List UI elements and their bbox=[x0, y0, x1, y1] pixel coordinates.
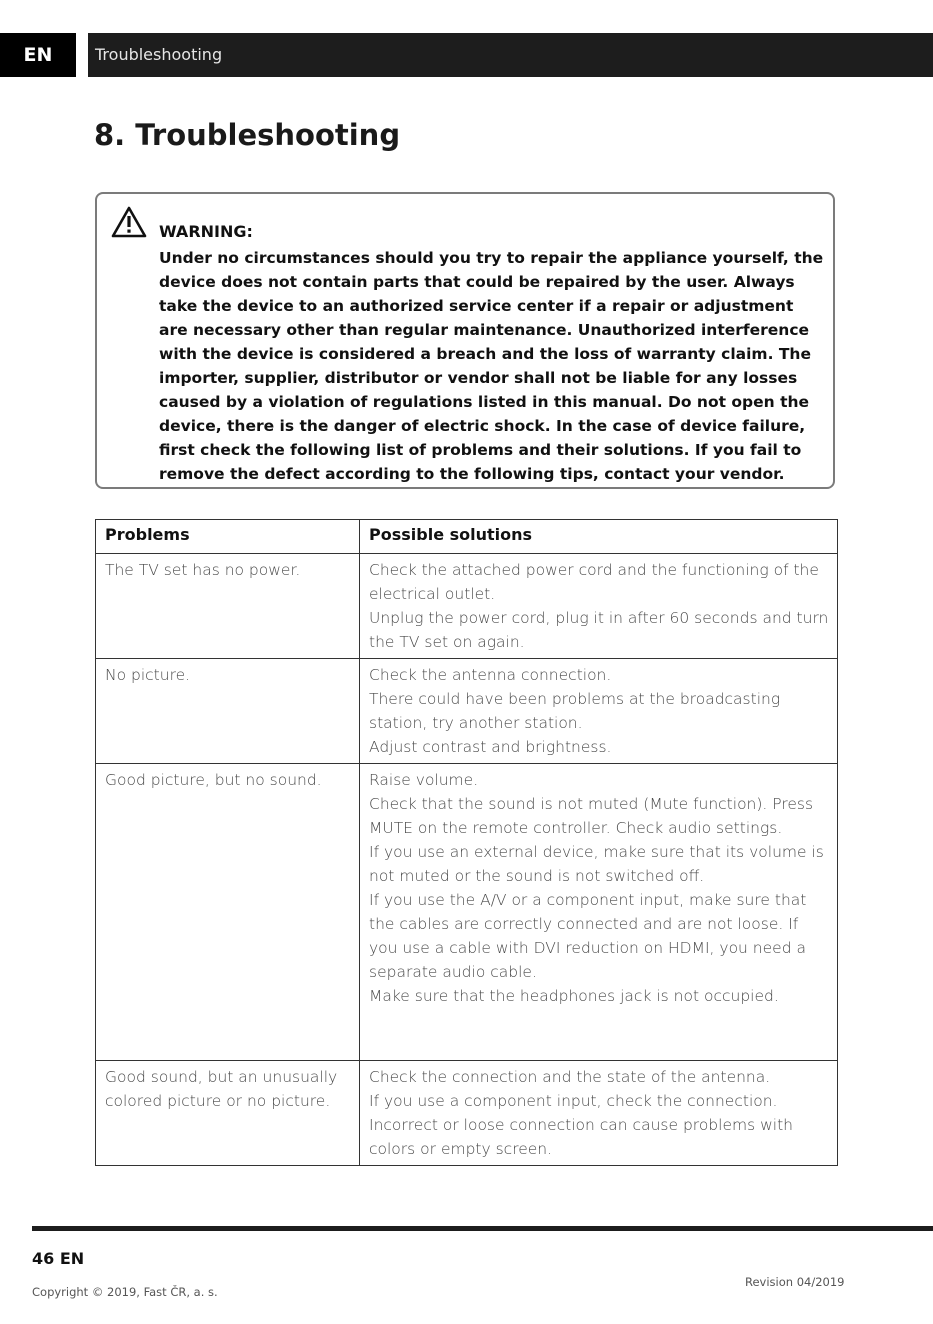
problem-cell: Good sound, but an unusually colored picture or no picture. bbox=[96, 1061, 360, 1166]
troubleshooting-table bbox=[95, 519, 838, 1166]
solution-line: There could have been problems at the broadcasting station, try another station. bbox=[369, 690, 781, 732]
warning-triangle-icon bbox=[111, 206, 147, 238]
page-title: 8. Troubleshooting bbox=[94, 118, 401, 152]
copyright-text: Copyright © 2019, Fast ČR, a. s. bbox=[32, 1285, 218, 1299]
problem-cell: No picture. bbox=[96, 659, 360, 764]
solution-line: If you use an external device, make sure that its volume is not muted or the sound is not switched off. bbox=[369, 843, 824, 885]
solution-line: Check that the sound is not muted (Mute function). Press MUTE on the remote controller. Check audio settings. bbox=[369, 795, 814, 837]
solution-cell bbox=[360, 1061, 838, 1166]
solution-line: Check the antenna connection. bbox=[369, 666, 612, 684]
solution-line: If you use the A/V or a component input, make sure that the cables are correctly connected and are not loose. If you use a cable with DVI reduction on HDMI, you need a separate audio cable. bbox=[369, 891, 807, 981]
header-problems: Problems bbox=[96, 520, 360, 554]
table-row bbox=[96, 1061, 838, 1166]
table-header-row bbox=[96, 520, 838, 554]
solution-line: Check the attached power cord and the functioning of the electrical outlet. bbox=[369, 561, 819, 603]
header-bar bbox=[0, 33, 933, 77]
language-tab: EN bbox=[0, 33, 88, 77]
table-row bbox=[96, 554, 838, 659]
problem-cell: The TV set has no power. bbox=[96, 554, 360, 659]
warning-text: Under no circumstances should you try to repair the appliance yourself, the device does not contain parts that could be repaired by the user. Always take the device to an authorized service center if a repair or adjustment are necessary other than regular maintenance. Unauthorized interference with the device is considered a breach and the loss of warranty claim. The importer, supplier, distributor or vendor shall not be liable for any losses caused by a violation of regulations listed in this manual. Do not open the device, there is the danger of electric shock. In the case of device failure, first check the following list of problems and their solutions. If you fail to remove the defect according to the following tips, contact your vendor. bbox=[159, 249, 824, 483]
revision-text: Revision 04/2019 bbox=[745, 1275, 845, 1289]
footer-rule bbox=[32, 1226, 933, 1231]
table-row bbox=[96, 764, 838, 1061]
solution-line: Check the connection and the state of the antenna. bbox=[369, 1068, 771, 1086]
page-number: 46 EN bbox=[32, 1249, 85, 1268]
solution-line: If you use a component input, check the connection. Incorrect or loose connection can cause problems with colors or empty screen. bbox=[369, 1092, 793, 1158]
solution-line: Raise volume. bbox=[369, 771, 479, 789]
solution-line: Adjust contrast and brightness. bbox=[369, 738, 612, 756]
solution-cell bbox=[360, 764, 838, 1061]
header-solutions: Possible solutions bbox=[360, 520, 838, 554]
problem-cell: Good picture, but no sound. bbox=[96, 764, 360, 1061]
warning-heading: WARNING: bbox=[159, 222, 253, 241]
solution-cell bbox=[360, 659, 838, 764]
section-name: Troubleshooting bbox=[95, 45, 223, 64]
table-row bbox=[96, 659, 838, 764]
solution-line: Unplug the power cord, plug it in after 60 seconds and turn the TV set on again. bbox=[369, 609, 829, 651]
solution-cell bbox=[360, 554, 838, 659]
warning-box bbox=[95, 192, 835, 489]
solution-line: Make sure that the headphones jack is not occupied. bbox=[369, 987, 779, 1005]
